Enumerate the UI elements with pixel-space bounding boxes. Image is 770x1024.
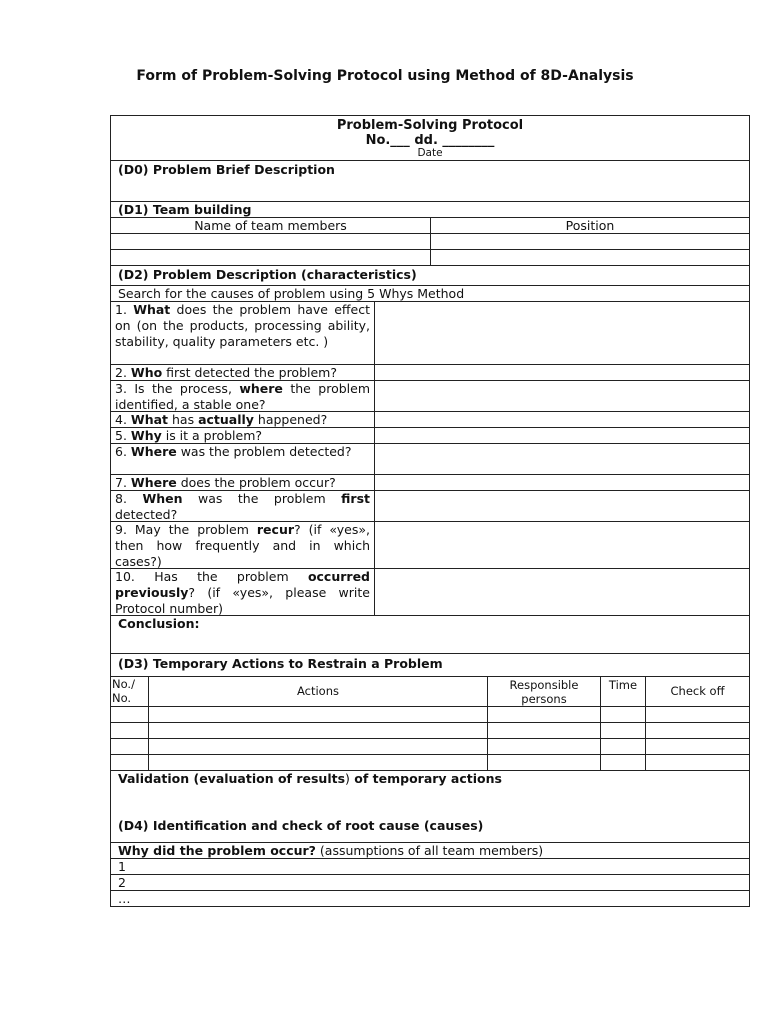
question-post2: happened?	[253, 412, 328, 427]
col-time-header: Time	[601, 677, 646, 706]
question-text	[111, 302, 375, 364]
action-cell[interactable]	[149, 755, 488, 770]
d3-heading	[110, 653, 750, 677]
answer-cell[interactable]	[375, 428, 749, 443]
why-occur-rest: (assumptions of all team members)	[315, 843, 544, 858]
question-pre: 8.	[115, 491, 143, 506]
conclusion-section	[110, 615, 750, 654]
whys-method-text: Search for the causes of problem using 5 Whys Method	[118, 286, 465, 301]
answer-cell[interactable]	[375, 522, 749, 568]
question-post: the problem identified, a stable one?	[115, 381, 370, 412]
validation-section	[110, 770, 750, 843]
question-text	[111, 381, 375, 411]
whys-method-line	[110, 285, 750, 302]
question-post: was the problem detected?	[176, 444, 352, 459]
cause-row[interactable]	[110, 858, 750, 875]
validation-label-part1: Validation (evaluation of results	[118, 771, 346, 786]
question-pre: 5.	[115, 428, 131, 443]
team-row	[110, 249, 750, 266]
answer-cell[interactable]	[375, 491, 749, 521]
question-row	[110, 474, 750, 491]
responsible-cell[interactable]	[488, 739, 601, 754]
cause-number: 2	[118, 875, 126, 890]
question-bold: Where	[130, 475, 177, 490]
answer-cell[interactable]	[375, 475, 749, 490]
col-actions-header: Actions	[149, 677, 488, 706]
question-bold: Who	[130, 365, 163, 380]
d1-table-header	[110, 217, 750, 234]
question-row	[110, 301, 750, 365]
d2-heading	[110, 265, 750, 286]
answer-cell[interactable]	[375, 412, 749, 427]
answer-cell[interactable]	[375, 569, 749, 615]
d3-label: (D3) Temporary Actions to Restrain a Problem	[118, 656, 443, 671]
team-position-cell[interactable]	[431, 250, 749, 265]
question-row	[110, 364, 750, 381]
actions-rows	[110, 706, 750, 771]
question-bold: Why	[130, 428, 162, 443]
question-bold: occurred previously	[115, 569, 370, 600]
action-row	[110, 722, 750, 739]
conclusion-label: Conclusion:	[118, 616, 200, 631]
question-post: does the problem have effect on (on the products, processing ability, stability, quality parameters etc. )	[115, 302, 371, 349]
answer-cell[interactable]	[375, 381, 749, 411]
question-bold: where	[239, 381, 283, 396]
question-post: first detected the problem?	[162, 365, 337, 380]
question-post: is it a problem?	[161, 428, 263, 443]
action-cell[interactable]	[149, 707, 488, 722]
team-name-cell[interactable]	[111, 234, 431, 249]
question-text	[111, 522, 375, 568]
col-check-header: Check off	[670, 684, 725, 698]
question-row	[110, 521, 750, 569]
d1-heading	[110, 201, 750, 218]
question-text	[111, 428, 375, 443]
why-occur-bold: Why did the problem occur?	[118, 843, 316, 858]
d3-table-header	[110, 676, 750, 707]
protocol-title: Problem-Solving Protocol	[336, 118, 524, 133]
question-row	[110, 427, 750, 444]
protocol-form	[110, 116, 750, 907]
check-off-cell[interactable]	[646, 707, 749, 722]
cause-number: …	[118, 891, 131, 906]
question-pre: 2.	[115, 365, 131, 380]
protocol-header	[110, 115, 750, 161]
question-bold2: actually	[198, 412, 254, 427]
protocol-number: No.___ dd. ________	[365, 133, 495, 148]
question-bold: What	[133, 302, 171, 317]
time-cell[interactable]	[601, 755, 646, 770]
validation-label-part2: )	[345, 771, 350, 786]
col-responsible-header: Responsible persons	[488, 677, 601, 706]
validation-label-part3: of temporary actions	[349, 771, 502, 786]
question-pre: 7.	[115, 475, 131, 490]
team-position-header: Position	[565, 218, 615, 233]
d4-items	[110, 858, 750, 907]
question-post: was the problem	[182, 491, 342, 506]
question-post: ? (if «yes», then how frequently and in which cases?)	[115, 522, 370, 569]
question-row	[110, 568, 750, 616]
question-bold: When	[142, 491, 183, 506]
d0-section	[110, 160, 750, 202]
question-pre: 1.	[115, 302, 134, 317]
team-position-cell[interactable]	[431, 234, 749, 249]
question-post: ? (if «yes», please write Protocol number)	[115, 585, 370, 616]
question-row	[110, 411, 750, 428]
d2-label: (D2) Problem Description (characteristics)	[118, 267, 417, 282]
d4-label: (D4) Identification and check of root cause (causes)	[118, 818, 484, 833]
action-no-cell[interactable]	[111, 755, 149, 770]
answer-cell[interactable]	[375, 444, 749, 474]
question-text	[111, 412, 375, 427]
question-text	[111, 491, 375, 521]
team-row	[110, 233, 750, 250]
document-title: Form of Problem-Solving Protocol using Method of 8D-Analysis	[136, 68, 634, 84]
question-text	[111, 475, 375, 490]
team-name-header: Name of team members	[111, 218, 431, 233]
question-pre: 3. Is the process,	[115, 381, 240, 396]
action-no-cell[interactable]	[111, 707, 149, 722]
question-bold: Where	[130, 444, 177, 459]
cause-row[interactable]	[110, 890, 750, 907]
question-text	[111, 365, 375, 380]
question-pre: 6.	[115, 444, 131, 459]
action-cell[interactable]	[149, 723, 488, 738]
answer-cell[interactable]	[375, 302, 749, 364]
question-text	[111, 569, 375, 615]
check-off-cell[interactable]	[646, 755, 749, 770]
col-no-header: No./ No.	[111, 677, 149, 706]
check-off-cell[interactable]	[646, 723, 749, 738]
date-label: Date	[417, 147, 443, 159]
answer-cell[interactable]	[375, 365, 749, 380]
question-text	[111, 444, 375, 474]
action-row	[110, 754, 750, 771]
question-post2: detected?	[115, 507, 178, 522]
question-row	[110, 443, 750, 475]
cause-row[interactable]	[110, 874, 750, 891]
responsible-cell[interactable]	[488, 755, 601, 770]
why-occur-line	[110, 842, 750, 859]
responsible-cell[interactable]	[488, 723, 601, 738]
action-row	[110, 706, 750, 723]
question-pre: 9. May the problem	[115, 522, 257, 537]
time-cell[interactable]	[601, 723, 646, 738]
question-bold: recur	[256, 522, 295, 537]
cause-number: 1	[118, 859, 126, 874]
action-no-cell[interactable]	[111, 739, 149, 754]
validation-label	[118, 771, 742, 787]
time-cell[interactable]	[601, 707, 646, 722]
question-post: does the problem occur?	[176, 475, 336, 490]
action-row	[110, 738, 750, 755]
question-pre: 10. Has the problem	[115, 569, 308, 584]
question-row	[110, 490, 750, 522]
d0-label: (D0) Problem Brief Description	[118, 162, 335, 177]
question-row	[110, 380, 750, 412]
action-cell[interactable]	[149, 739, 488, 754]
question-pre: 4.	[115, 412, 131, 427]
time-cell[interactable]	[601, 739, 646, 754]
question-post: has	[168, 412, 199, 427]
question-bold2: first	[341, 491, 370, 506]
d1-label: (D1) Team building	[118, 202, 252, 217]
team-name-cell[interactable]	[111, 250, 431, 265]
responsible-cell[interactable]	[488, 707, 601, 722]
question-list	[110, 301, 750, 616]
question-bold: What	[130, 412, 169, 427]
action-no-cell[interactable]	[111, 723, 149, 738]
check-off-cell[interactable]	[646, 739, 749, 754]
